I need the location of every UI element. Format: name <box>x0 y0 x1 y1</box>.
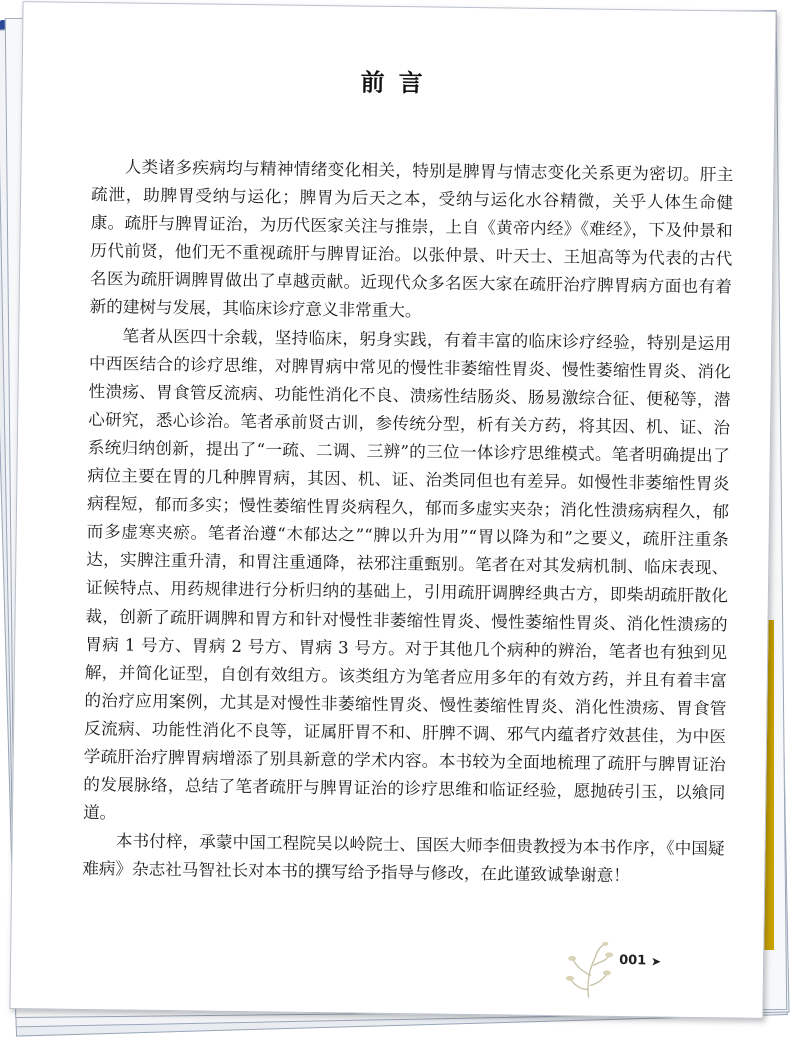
page-arrow-icon: ➤ <box>651 954 662 969</box>
document-page <box>9 1 776 1019</box>
paragraph-1: 人类诸多疾病均与精神情绪变化相关，特别是脾胃与情志变化关系更为密切。肝主疏泄，助脾胃受纳与运化；脾胃为后天之本，受纳与运化水谷精微，关乎人体生命健康。疏肝与脾胃证治，为历代医家关注与推崇，上自《黄帝内经》《难经》，下及仲景和历代前贤，他们无不重视疏肝与脾胃证治。以张仲景、叶天士、王旭高等为代表的古代名医为疏肝调脾胃做出了卓越贡献。近现代众多名医大家在疏肝治疗脾胃病方面也有着新的建树与发展，其临床诊疗意义非常重大。 <box>89 157 734 321</box>
preface-body <box>82 153 734 892</box>
floral-ornament-icon <box>559 939 618 1000</box>
page-title: 前言 <box>360 68 437 98</box>
page-number: 001 <box>619 952 647 969</box>
paragraph-3: 本书付梓，承蒙中国工程院吴以岭院士、国医大师李佃贵教授为本书作序，《中国疑难病》杂志社马智社长对本书的撰写给予指导与修改，在此谨致诚挚谢意！ <box>82 831 725 886</box>
paragraph-2: 笔者从医四十余载，坚持临床，躬身实践，有着丰富的临床诊疗经验，特别是运用中西医结合的诊疗思维，对脾胃病中常见的慢性非萎缩性胃炎、慢性萎缩性胃炎、消化性溃疡、胃食管反流病、功能性消化不良、溃疡性结肠炎、肠易激综合征、便秘等，潜心研究，悉心诊治。笔者承前贤古训，参传统分型，析有关方药，将其因、机、证、治系统归纳创新，提出了“一疏、二调、三辨”的三位一体诊疗思维模式。笔者明确提出了病位主要在胃的几种脾胃病，其因、机、证、治类同但也有差异。如慢性非萎缩性胃炎病程短，郁而多实；慢性萎缩性胃炎病程久，郁而多虚实夹杂；消化性溃疡病程久，郁而多虚寒夹瘀。笔者治遵“木郁达之”“脾以升为用”“胃以降为和”之要义，疏肝注重条达，实脾注重升清，和胃注重通降，祛邪注重甄别。笔者在对其发病机制、临床表现、证候特点、用药规律进行分析归纳的基础上，引用疏肝调脾经典古方，即柴胡疏肝散化裁，创新了疏肝调脾和胃方和针对慢性非萎缩性胃炎、慢性萎缩性胃炎、消化性溃疡的胃病 1 号方、胃病 2 号方、胃病 3 号方。对于其他几个病种的辨治，笔者也有独到见解，并简化证型，自创有效组方。该类组方为笔者应用多年的有效方药，并且有着丰富的治疗应用案例，尤其是对慢性非萎缩性胃炎、慢性萎缩性胃炎、消化性溃疡、胃食管反流病、功能性消化不良等，证属肝胃不和、肝脾不调、邪气内蕴者疗效甚佳，为中医学疏肝治疗脾胃病增添了别具新意的学术内容。本书较为全面地梳理了疏肝与脾胃证治的发展脉络，总结了笔者疏肝与脾胃证治的诊疗思维和临证经验，愿抛砖引玉，以飨同道。 <box>82 326 732 823</box>
